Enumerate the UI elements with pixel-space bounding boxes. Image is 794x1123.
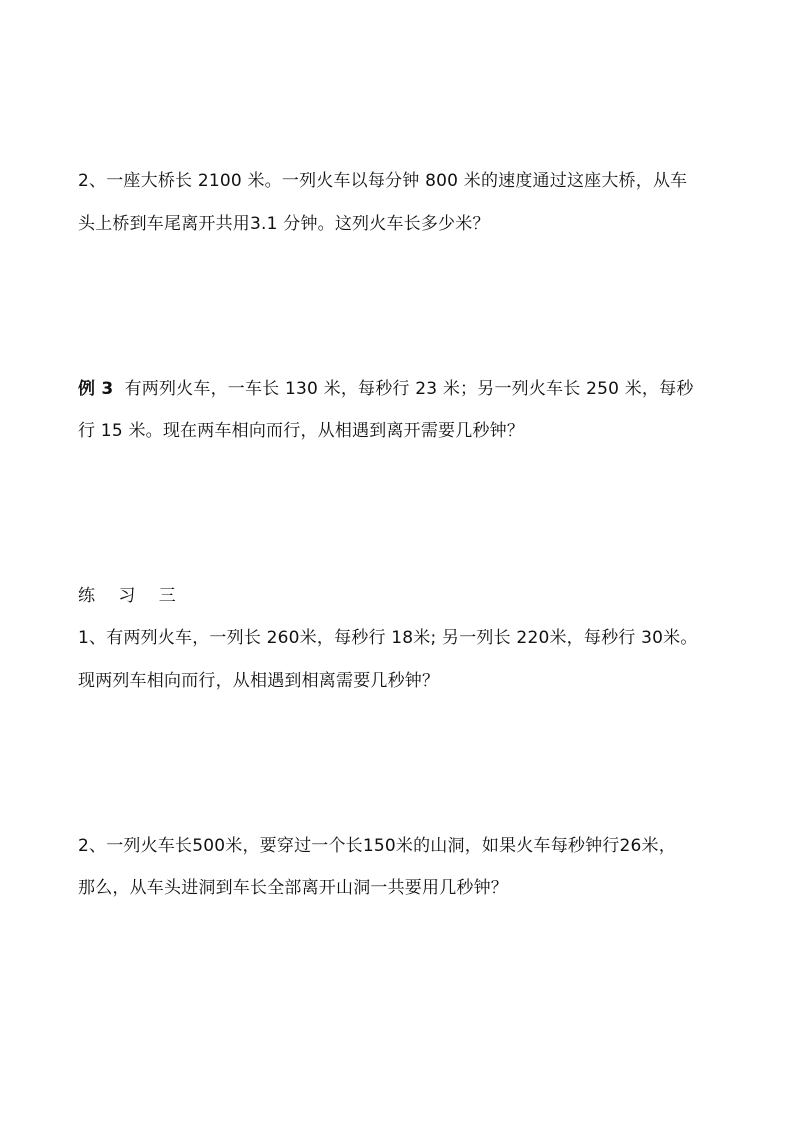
problem-2-line-2: 头上桥到车尾离开共用3.1 分钟。这列火车长多少米？ bbox=[78, 214, 490, 234]
problem-2-line-1: 2、一座大桥长 2100 米。一列火车以每分钟 800 米的速度通过这座大桥，从车 bbox=[78, 171, 688, 191]
practice-3-q2-line-2: 那么，从车头进洞到车长全部离开山洞一共要用几秒钟？ bbox=[78, 878, 508, 898]
practice-3-heading: 练 习 三 bbox=[78, 586, 185, 606]
example-3-line-2: 行 15 米。现在两车相向而行，从相遇到离开需要几秒钟？ bbox=[78, 421, 525, 441]
practice-3-q1-line-2: 现两列车相向而行，从相遇到相离需要几秒钟？ bbox=[78, 671, 440, 691]
example-3-label: 例 3 bbox=[78, 379, 114, 399]
practice-3-q2-line-1: 2、一列火车长500米，要穿过一个长150米的山洞，如果火车每秒钟行26米， bbox=[78, 836, 676, 856]
example-3-text: 有两列火车，一车长 130 米，每秒行 23 米；另一列火车长 250 米，每秒 bbox=[113, 379, 694, 399]
practice-3-q1-line-1: 1、有两列火车，一列长 260米，每秒行 18米; 另一列长 220米，每秒行 30米。 bbox=[78, 628, 698, 648]
example-3-line-1 bbox=[78, 378, 694, 400]
